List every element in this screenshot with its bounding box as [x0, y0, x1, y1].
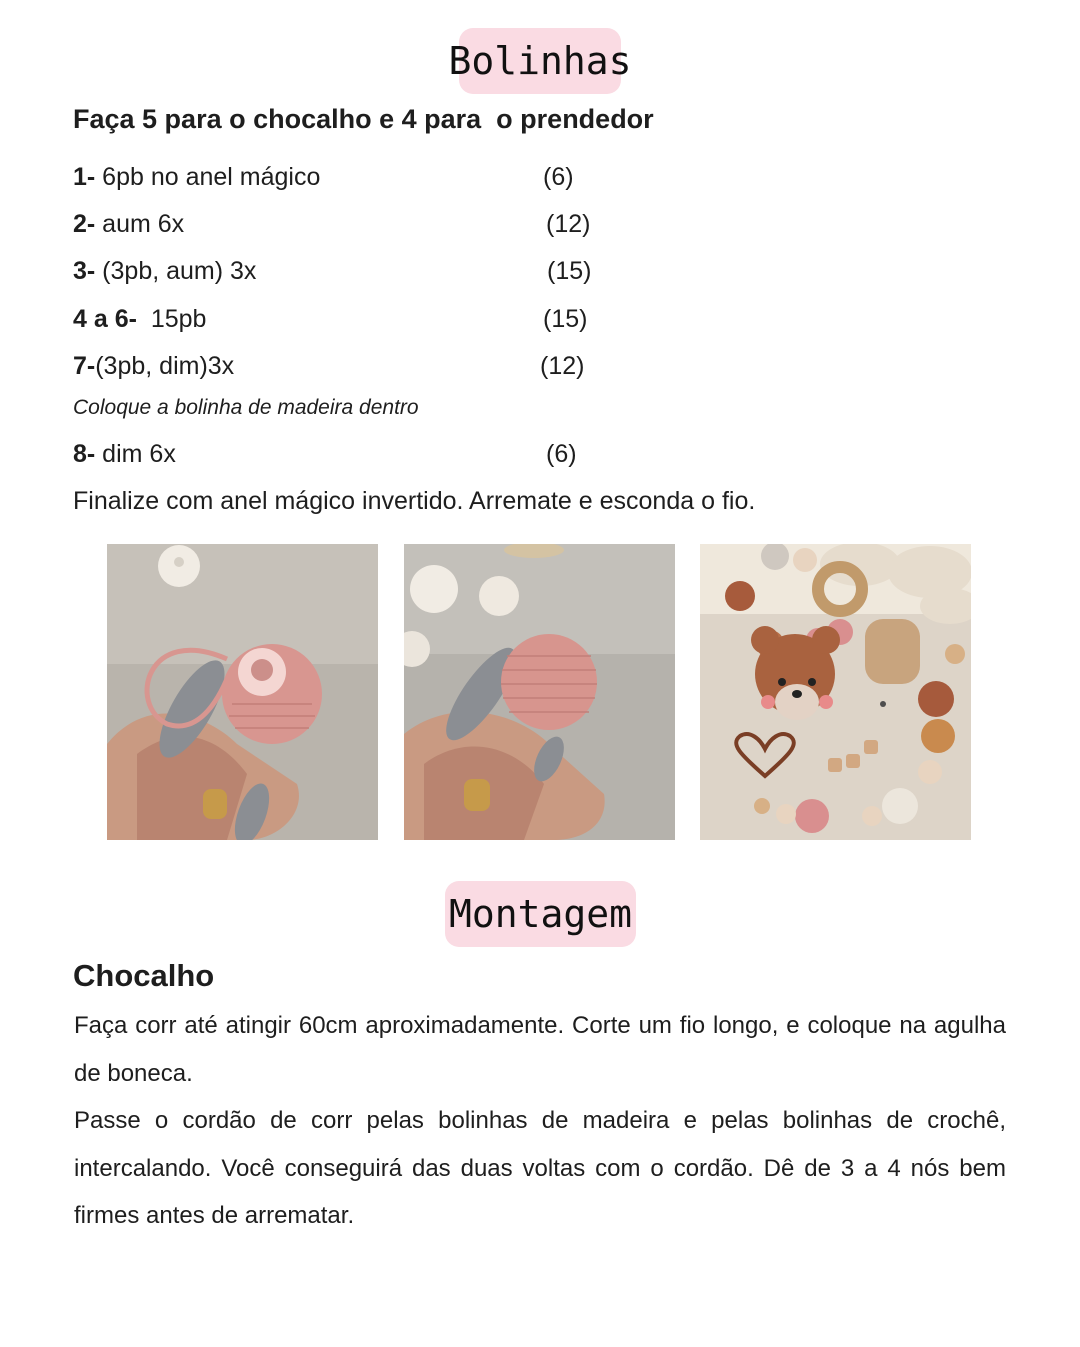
stitch-count: (12) — [546, 210, 591, 238]
pattern-row: 2- aum 6x — [73, 210, 185, 238]
chocalho-heading: Chocalho — [73, 958, 215, 993]
stitch-count: (15) — [547, 257, 592, 285]
pattern-row: 1- 6pb no anel mágico — [73, 163, 321, 191]
pattern-row: 7-(3pb, dim)3x — [73, 352, 235, 380]
stitch-count: (15) — [543, 305, 588, 333]
pattern-row: 4 a 6- 15pb — [73, 305, 207, 333]
section-title-montagem — [445, 881, 636, 947]
assembly-paragraph: Faça corr até atingir 60cm aproximadamente. Corte um fio longo, e coloque na agulha de boneca. — [74, 1012, 1006, 1087]
section-title-text: Montagem — [448, 892, 633, 936]
bear-pacifier-clip-rattle-photo — [700, 544, 971, 840]
stitch-count: (6) — [546, 440, 577, 468]
assembly-paragraph: Passe o cordão de corr pelas bolinhas de madeira e pelas bolinhas de crochê, intercalando. Você conseguirá das duas voltas com o cordão. Dê de 3 a 4 nós bem firmes antes de arrematar. — [74, 1107, 1006, 1229]
finish-instructions: Finalize com anel mágico invertido. Arremate e esconda o fio. — [73, 487, 756, 515]
stitch-count: (12) — [540, 352, 585, 380]
section-title-bolinhas — [448, 28, 632, 94]
stitch-count: (6) — [543, 163, 574, 191]
pattern-note: Coloque a bolinha de madeira dentro — [73, 396, 419, 419]
section-title-text: Bolinhas — [448, 39, 632, 83]
pattern-row: 3- (3pb, aum) 3x — [73, 257, 257, 285]
crochet-ball-with-wood-bead-photo — [107, 544, 378, 840]
pattern-row: 8- dim 6x — [73, 440, 176, 468]
subtitle: Faça 5 para o chocalho e 4 para o prendedor — [73, 104, 654, 134]
finished-crochet-ball-photo — [404, 544, 675, 840]
